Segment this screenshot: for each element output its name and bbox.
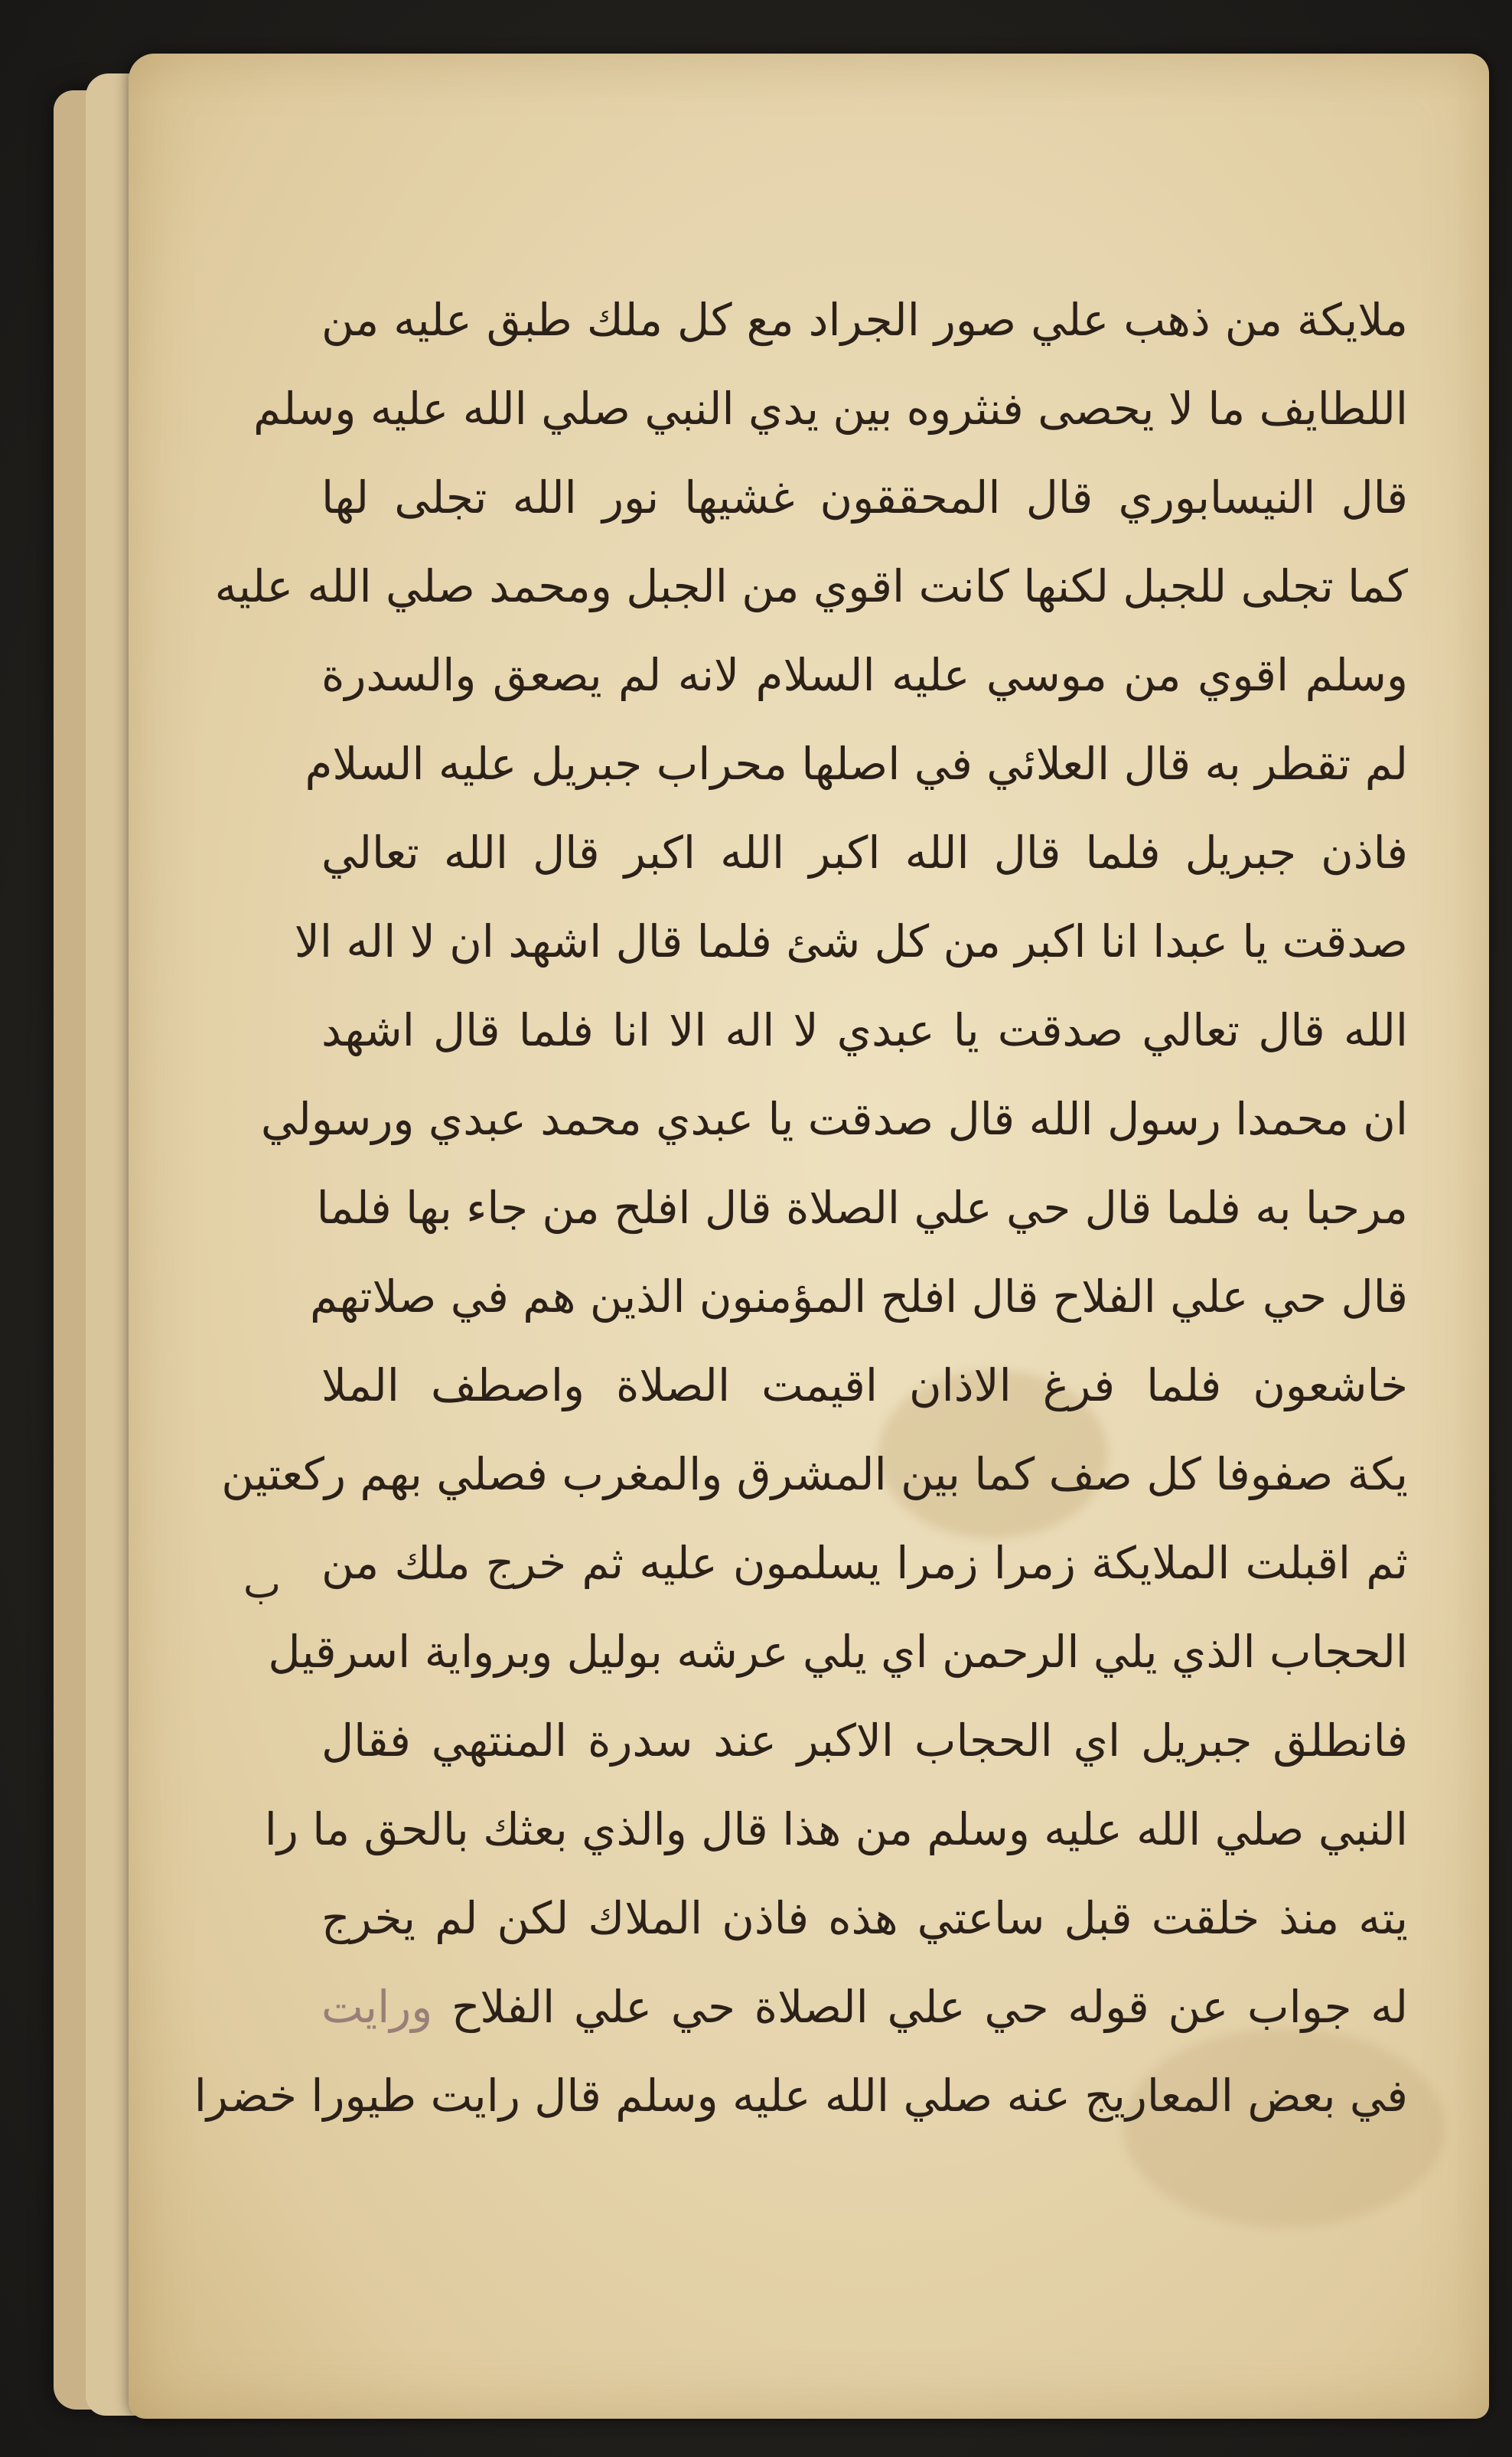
text-line: صدقت يا عبدا انا اكبر من كل شئ فلما قال اشهد ان لا اله الا bbox=[294, 915, 1408, 967]
faded-word: ورايت bbox=[321, 1981, 433, 2033]
manuscript-text bbox=[194, 276, 1409, 2140]
text-line: مرحبا به فلما قال حي علي الصلاة قال افلح من جاء بها فلما bbox=[316, 1182, 1408, 1234]
text-line: قال حي علي الفلاح قال افلح المؤمنون الذين هم في صلاتهم bbox=[310, 1271, 1408, 1323]
text-line: كما تجلى للجبل لكنها كانت اقوي من الجبل ومحمد صلي الله عليه bbox=[214, 560, 1408, 612]
text-line: الله قال تعالي صدقت يا عبدي لا اله الا انا فلما قال اشهد bbox=[321, 1004, 1408, 1056]
text-line: لم تقطر به قال العلائي في اصلها محراب جبريل عليه السلام bbox=[305, 738, 1408, 790]
text-line: في بعض المعاريج عنه صلي الله عليه وسلم قال رايت طيورا خضرا bbox=[194, 2070, 1408, 2122]
text-line: وسلم اقوي من موسي عليه السلام لانه لم يصعق والسدرة bbox=[321, 649, 1408, 701]
text-line: ثم اقبلت الملايكة زمرا زمرا يسلمون عليه ثم خرج ملك من bbox=[321, 1537, 1408, 1589]
text-line: النبي صلي الله عليه وسلم من هذا قال والذي بعثك بالحق ما را bbox=[264, 1803, 1408, 1855]
text-line: الحجاب الذي يلي الرحمن اي يلي عرشه بوليل وبرواية اسرقيل bbox=[268, 1626, 1408, 1678]
text-line: ان محمدا رسول الله قال صدقت يا عبدي محمد عبدي ورسولي bbox=[260, 1093, 1408, 1145]
text-line-with-faded-word bbox=[321, 1963, 1408, 2051]
text-line: اللطايف ما لا يحصى فنثروه بين يدي النبي صلي الله عليه وسلم bbox=[253, 383, 1408, 435]
text-line: خاشعون فلما فرغ الاذان اقيمت الصلاة واصطف الملا bbox=[321, 1359, 1408, 1411]
text-line: يته منذ خلقت قبل ساعتي هذه فاذن الملاك لكن لم يخرج bbox=[321, 1892, 1408, 1944]
text-line: يكة صفوفا كل صف كما بين المشرق والمغرب فصلي بهم ركعتين bbox=[221, 1448, 1408, 1500]
margin-note: ب bbox=[243, 1561, 281, 1607]
text-line: ملايكة من ذهب علي صور الجراد مع كل ملك طبق عليه من bbox=[321, 294, 1408, 346]
text-line: فاذن جبريل فلما قال الله اكبر الله اكبر قال الله تعالي bbox=[321, 827, 1408, 879]
text-line: فانطلق جبريل اي الحجاب الاكبر عند سدرة المنتهي فقال bbox=[321, 1715, 1408, 1767]
text-segment: له جواب عن قوله حي علي الصلاة حي علي الفلاح bbox=[451, 1981, 1409, 2033]
text-line: قال النيسابوري قال المحققون غشيها نور الله تجلى لها bbox=[321, 471, 1408, 524]
